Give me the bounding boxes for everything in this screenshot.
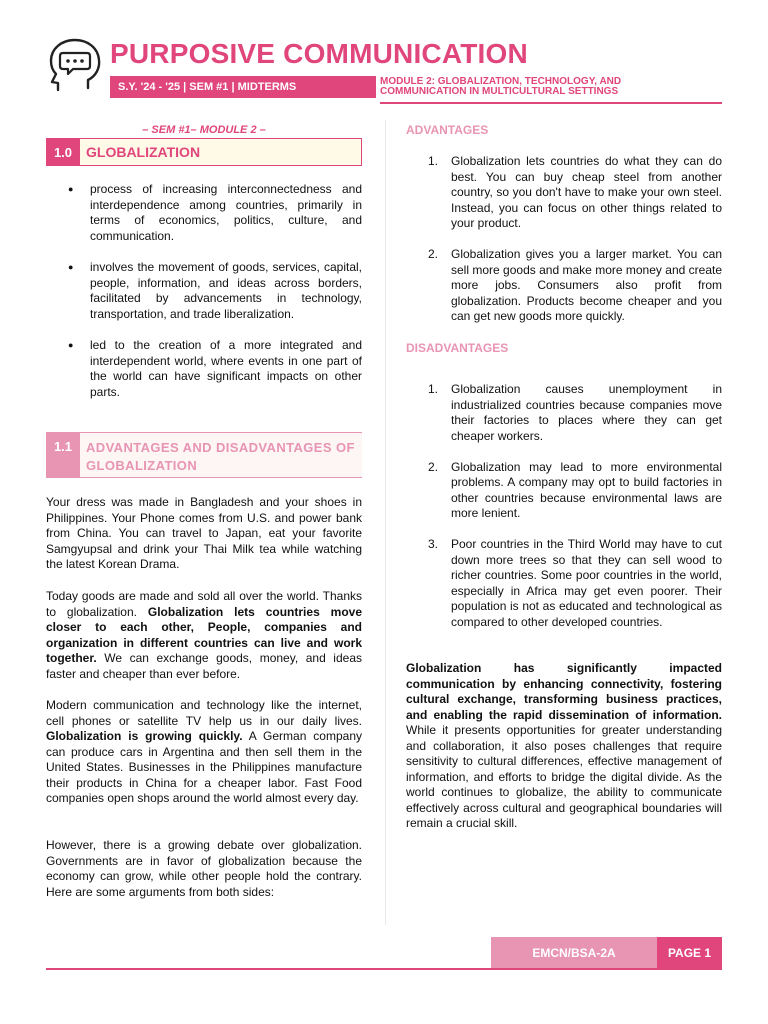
advantages-list xyxy=(406,154,722,340)
list-item xyxy=(406,154,722,232)
section-title: GLOBALIZATION xyxy=(80,138,362,166)
head-speech-bubble-icon xyxy=(44,36,104,96)
page-number: PAGE 1 xyxy=(657,937,722,968)
text-span: A German company can produce cars in Argentina and then sell them in the United States. Businesses in the Philippines manufacture their products in China for a cheaper labor. Fast Food companies open shops around the world almost every day. xyxy=(46,729,362,805)
subsection-title: ADVANTAGES AND DISADVANTAGES OF GLOBALIZATION xyxy=(80,432,362,478)
disadvantages-list xyxy=(406,382,722,646)
bold-text: Globalization lets countries move closer to each other, People, companies and organization in different countries can live and work together. xyxy=(46,604,362,665)
item-number: 2. xyxy=(428,459,439,474)
module-tag: – SEM #1– MODULE 2 – xyxy=(142,124,266,136)
item-text: Poor countries in the Third World may have to cut down more trees so that they can sell wood to richer countries. Some poor countries in the world, especially in Africa may get even poorer. Their population is not as educated and technological as compared to other developed countries. xyxy=(451,537,722,629)
course-badge: EMCN/BSA-2A xyxy=(491,937,657,968)
document-title: PURPOSIVE COMMUNICATION xyxy=(110,38,528,69)
text-span: Modern communication and technology like the internet, cell phones or satellite TV help us in our daily lives. xyxy=(46,698,362,728)
definition-list xyxy=(46,182,362,416)
summary-paragraph xyxy=(406,661,722,832)
text-span: We can exchange goods, money, and ideas faster and cheaper than ever before. xyxy=(46,651,362,681)
module-title-line-1: MODULE 2: GLOBALIZATION, TECHNOLOGY, AND xyxy=(380,76,622,87)
list-item: ● led to the creation of a more integrated and interdependent world, where events in one part of the world can have significant impacts on other parts. xyxy=(46,338,362,400)
bold-text: Globalization has significantly impacted communication by enhancing connectivity, fostering cultural exchange, transforming business practices, and enabling the rapid dissemination of information. xyxy=(406,661,722,722)
item-number: 1. xyxy=(428,382,439,396)
list-item: ● process of increasing interconnectedness and interdependence among countries, primarily in terms of economics, politics, culture, and communication. xyxy=(46,182,362,244)
paragraph-technology xyxy=(46,698,362,807)
paragraph-debate: However, there is a growing debate over globalization. Governments are in favor of globalization because the economy can grow, while other people hold the contrary. Here are some arguments from both sides: xyxy=(46,838,362,899)
text-span: While it presents opportunities for greater understanding and collaboration, it also poses challenges that require sensitivity to cultural differences, effective management of information, and efforts to bridge the digital divide. As the world continues to globalize, the ability to communicate effectively across cultural and geographical boundaries will remain a crucial skill. xyxy=(406,723,722,830)
item-text: Globalization may lead to more environmental problems. A company may opt to build factories in other countries because environmental laws are more lenient. xyxy=(451,459,722,520)
advantages-heading: ADVANTAGES xyxy=(406,123,489,137)
list-item: ● involves the movement of goods, services, capital, people, information, and ideas across borders, facilitated by advancements in technology, transportation, and trade liberalization. xyxy=(46,260,362,322)
list-item xyxy=(406,382,722,444)
item-text: Globalization lets countries do what they can do best. You can buy cheap steel from another country, so you don't have to make your own steel. Instead, you can focus on other things related to your product. xyxy=(451,154,722,230)
module-title xyxy=(380,76,722,98)
disadvantages-heading: DISADVANTAGES xyxy=(406,341,509,355)
column-divider xyxy=(385,120,386,925)
list-item xyxy=(406,537,722,630)
list-item xyxy=(406,460,722,522)
list-item xyxy=(406,247,722,325)
item-number: 2. xyxy=(428,247,439,261)
term-info-bar: S.Y. '24 - '25 | SEM #1 | MIDTERMS xyxy=(110,76,376,98)
item-text: Globalization causes unemployment in industrialized countries because companies move their factories to places where they can get cheaper workers. xyxy=(451,382,722,443)
item-text: Globalization gives you a larger market. You can sell more goods and make more money and create more jobs. Consumers also profit from globalization. Products become cheaper and you can get new goods more quickly. xyxy=(451,247,722,323)
item-number: 3. xyxy=(428,537,439,551)
bold-text: Globalization is growing quickly. xyxy=(46,729,243,743)
footer-rule xyxy=(46,968,722,970)
paragraph-trade xyxy=(46,589,362,682)
paragraph-intro: Your dress was made in Bangladesh and your shoes in Philippines. Your Phone comes from U.S. and power bank from China. You can travel to Japan, eat your favorite Samgyupsal and drink your Thai Milk tea while watching the latest Korean Drama. xyxy=(46,495,362,571)
section-number: 1.0 xyxy=(46,138,80,166)
item-number: 1. xyxy=(428,154,439,168)
module-title-line-2: COMMUNICATION IN MULTICULTURAL SETTINGS xyxy=(380,86,619,97)
text-span: Today goods are made and sold all over the world. Thanks to globalization. xyxy=(46,589,362,619)
subsection-number: 1.1 xyxy=(46,432,80,478)
header-rule xyxy=(380,102,722,104)
